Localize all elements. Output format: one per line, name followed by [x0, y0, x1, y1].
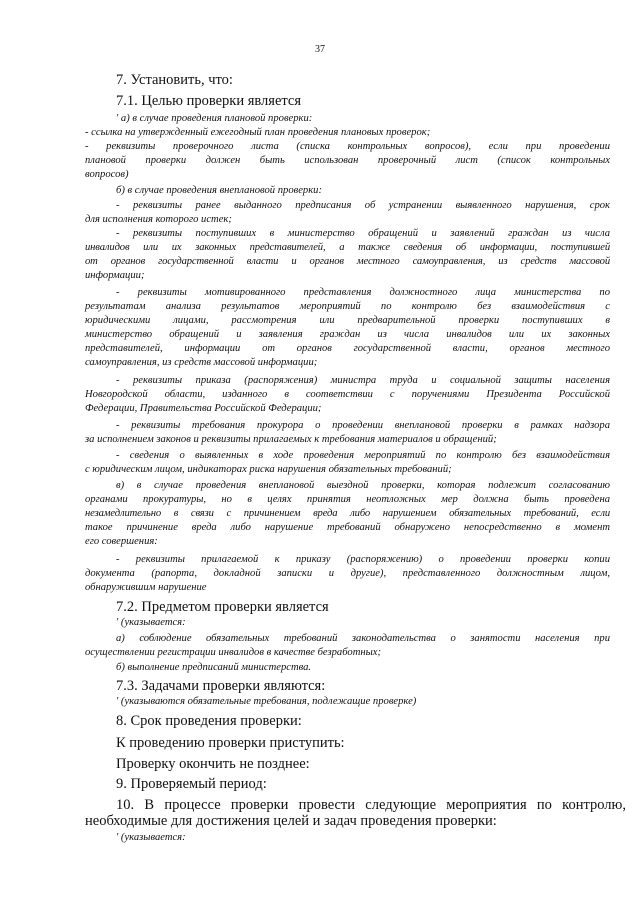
check-end-line: Проверку окончить не позднее: — [116, 756, 310, 772]
text-line: - реквизиты поступивших в министерство обращений и заявлений граждан из числа — [116, 228, 610, 239]
text-line: органами прокуратуры, но в целях принятия неотложных мер должна быть проведена — [85, 494, 610, 505]
text-line: б) выполнение предписаний министерства. — [116, 662, 312, 673]
text-line: Новгородской области, изданного в соответствии с поручениями Президента Российской — [85, 389, 610, 400]
text-line: б) в случае проведения внеплановой проверки: — [116, 185, 322, 196]
text-line: плановой проверки должен быть использован проверочный лист (список контрольных — [85, 155, 610, 166]
text-line: для исполнения которого истек; — [85, 214, 232, 225]
check-start-line: К проведению проверки приступить: — [116, 735, 345, 751]
text-line: а) соблюдение обязательных требований законодательства о занятости населения при — [116, 633, 610, 644]
text-line: Федерации, Правительства Российской Федерации; — [85, 403, 322, 414]
text-line: - ссылка на утвержденный ежегодный план проведения плановых проверок; — [85, 127, 431, 138]
text-line: министерство обращений и заявления граждан из числа инвалидов или их законных — [85, 329, 610, 340]
text-line: обнаружившим нарушение — [85, 582, 207, 593]
section-10-line-1: 10. В процессе проверки провести следующие мероприятия по контролю, — [116, 797, 626, 813]
text-line: информации; — [85, 270, 145, 281]
text-line: в) в случае проведения внеплановой выездной проверки, которая подлежит согласованию — [116, 480, 610, 491]
text-line: ' (указывается: — [116, 617, 186, 628]
text-line: незамедлительно в связи с причинением вреда либо нарушением обязательных требований, если — [85, 508, 610, 519]
text-line: с юридическим лицом, индикаторах риска нарушения обязательных требований; — [85, 464, 452, 475]
text-line: - сведения о выявленных в ходе проведения мероприятий по контролю без взаимодействия — [116, 450, 610, 461]
text-line: представителей, информации от органов государственной власти, органов местного — [85, 343, 610, 354]
section-9-heading: 9. Проверяемый период: — [116, 776, 267, 792]
text-line: - реквизиты ранее выданного предписания об устранении выявленного нарушения, срок — [116, 200, 610, 211]
text-line: ' (указывается: — [116, 832, 186, 843]
text-line: - реквизиты требования прокурора о проведении внеплановой проверки в рамках надзора — [116, 420, 610, 431]
text-line: - реквизиты приказа (распоряжения) министра труда и социальной защиты населения — [116, 375, 610, 386]
section-7-heading: 7. Установить, что: — [116, 72, 233, 88]
text-line: самоуправления, из средств массовой информации; — [85, 357, 318, 368]
text-line: - реквизиты прилагаемой к приказу (распоряжению) о проведении проверки копии — [116, 554, 610, 565]
text-line: - реквизиты мотивированного представления должностного лица министерства по — [116, 287, 610, 298]
text-line: юридическими лицами, рассмотрения или предварительной проверки поступивших в — [85, 315, 610, 326]
text-line: ' (указываются обязательные требования, подлежащие проверке) — [116, 696, 417, 707]
text-line: инвалидов или их законных представителей, а также сведения об информации, поступившей — [85, 242, 610, 253]
text-line: за исполнением законов и реквизиты прилагаемых к требования материалов и обращений; — [85, 434, 497, 445]
text-line: ' а) в случае проведения плановой проверки: — [116, 113, 313, 124]
section-10-line-2: необходимые для достижения целей и задач проведения проверки: — [85, 813, 497, 829]
page-number: 37 — [315, 44, 325, 55]
text-line: такое причинение вреда либо нарушение требований обнаружено непосредственно в момент — [85, 522, 610, 533]
section-8-heading: 8. Срок проведения проверки: — [116, 713, 302, 729]
text-line: вопросов) — [85, 169, 129, 180]
section-7-1-heading: 7.1. Целью проверки является — [116, 93, 302, 109]
text-line: результатам анализа результатов мероприятий по контролю без взаимодействия с — [85, 301, 610, 312]
text-line: осуществлении регистрации инвалидов в качестве безработных; — [85, 647, 382, 658]
text-line: от органов государственной власти и органов местного самоуправления, из средств массовой — [85, 256, 610, 267]
text-line: - реквизиты проверочного листа (списка контрольных вопросов), если при проведении — [85, 141, 610, 152]
section-7-2-heading: 7.2. Предметом проверки является — [116, 599, 329, 615]
text-line: документа (рапорта, докладной записки и другие), представленного должностным лицом, — [85, 568, 610, 579]
section-7-3-heading: 7.3. Задачами проверки являются: — [116, 678, 326, 694]
text-line: его совершения: — [85, 536, 158, 547]
